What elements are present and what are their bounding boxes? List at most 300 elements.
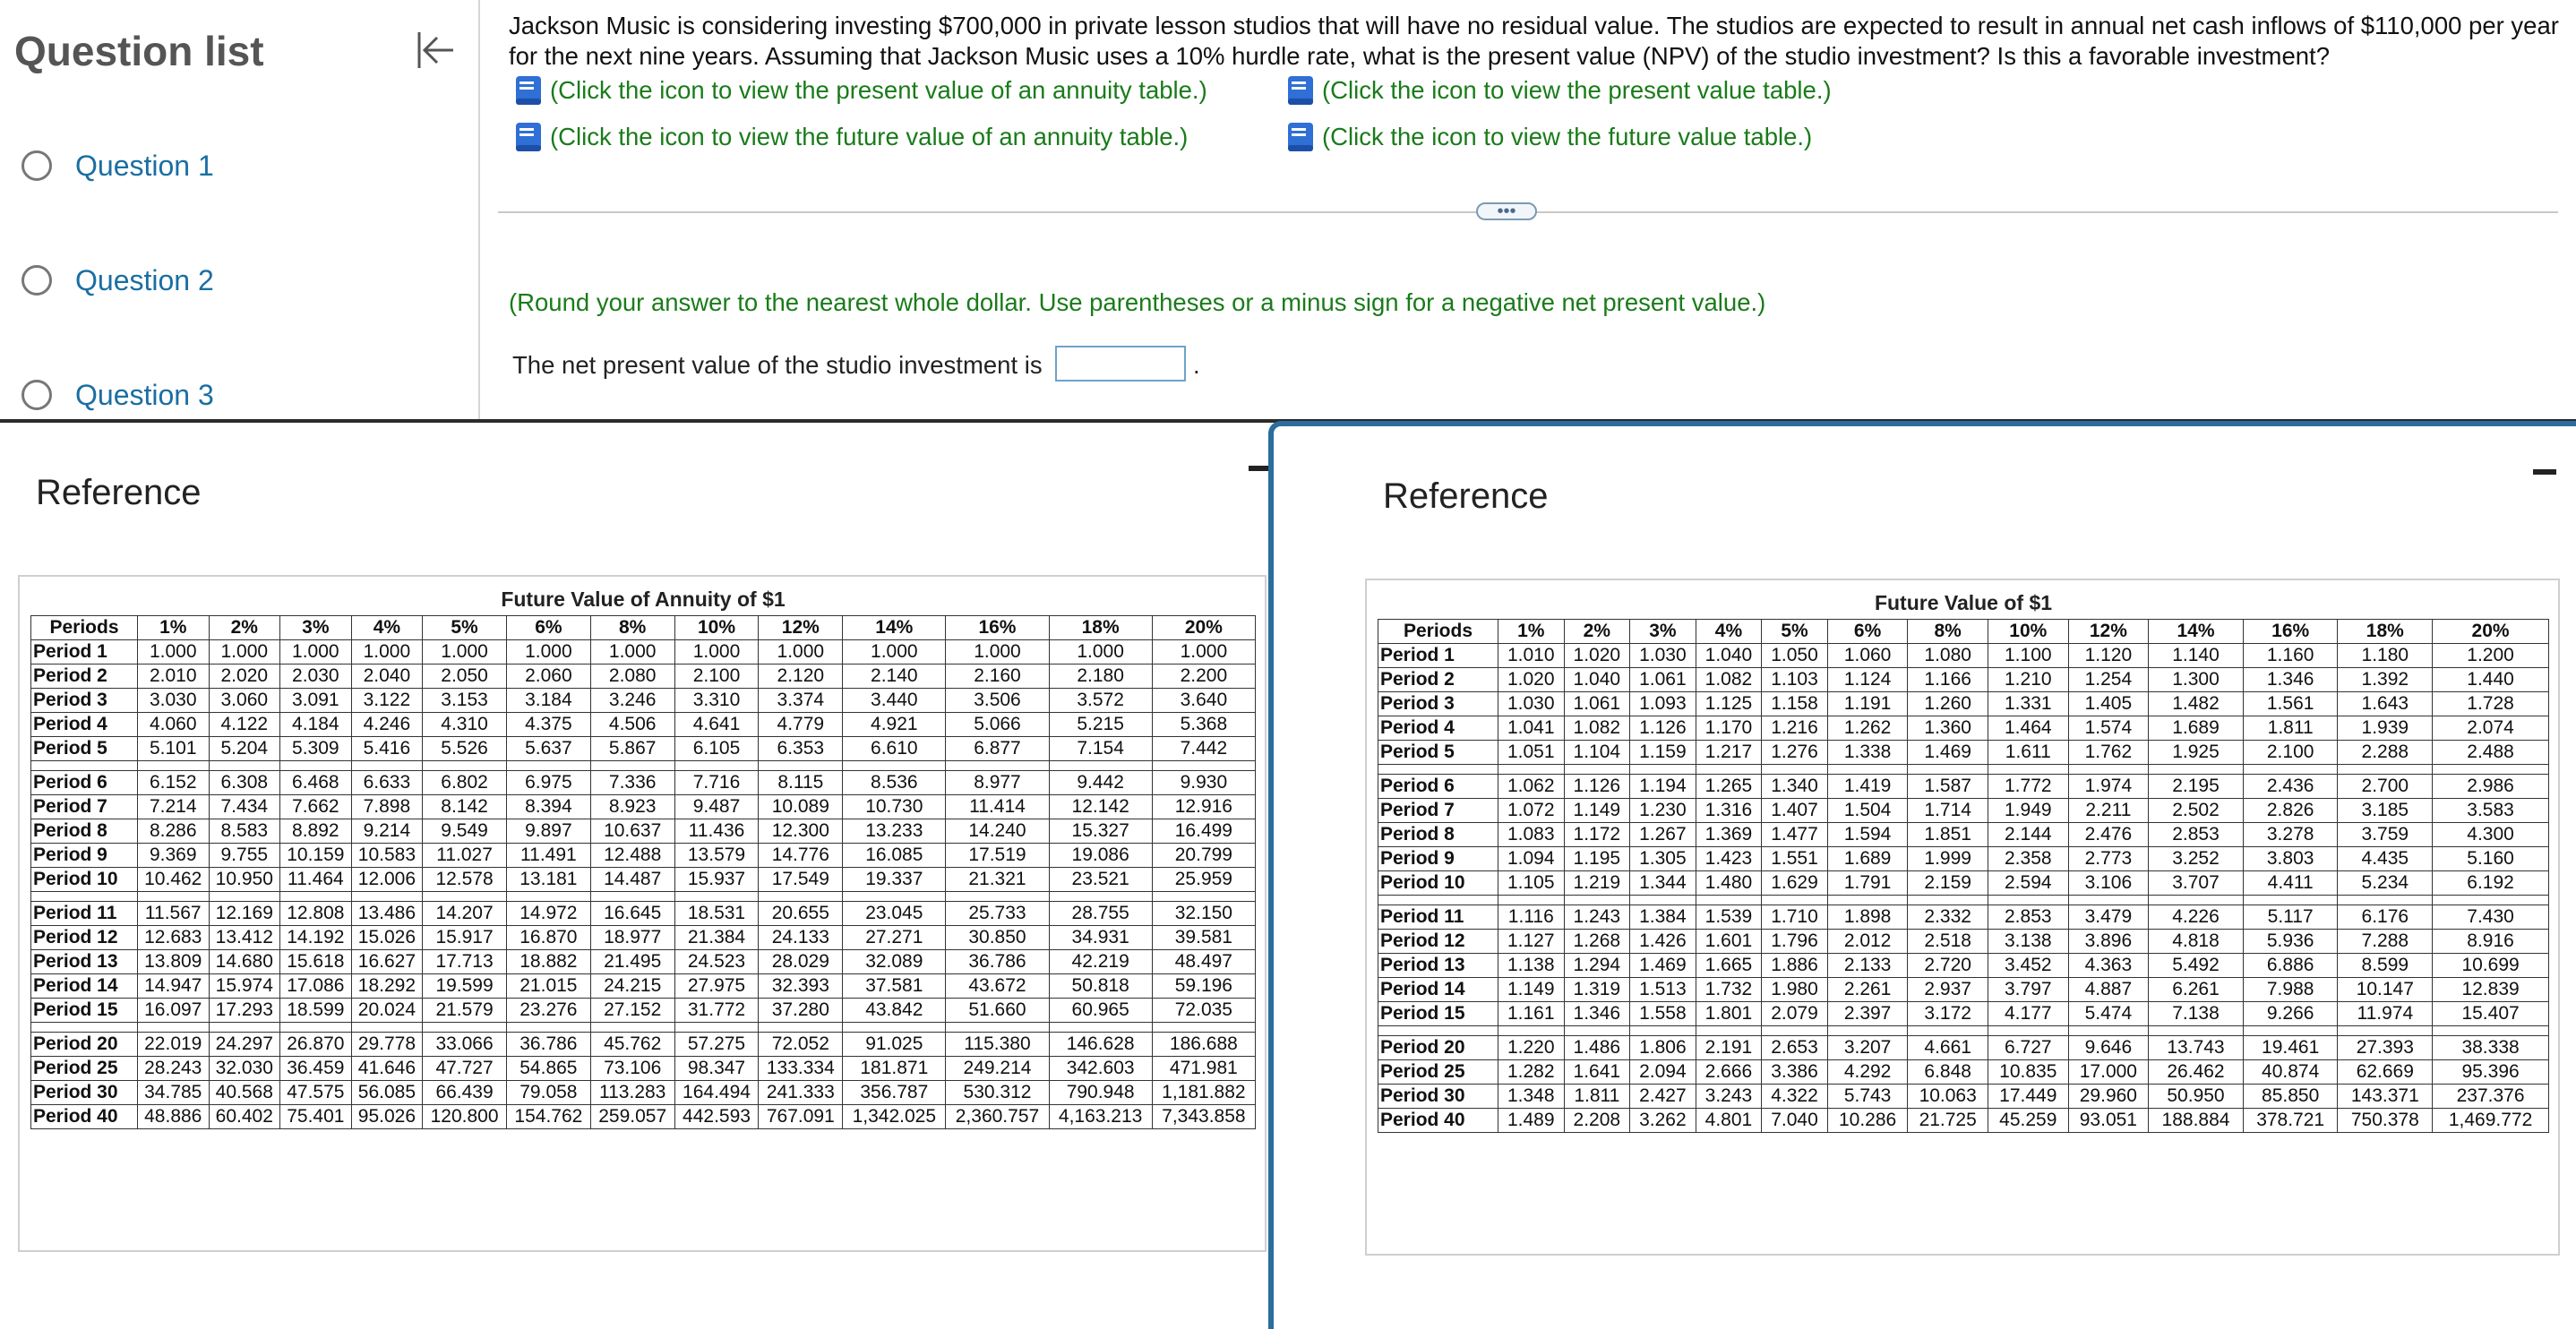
factor-cell: 1.217 [1696,741,1762,765]
factor-cell: 2.012 [1827,930,1908,954]
factor-cell: 12.488 [590,844,674,868]
spacer-cell [209,892,280,902]
spacer-cell [759,892,843,902]
factor-cell: 14.192 [280,926,352,950]
factor-cell: 15.618 [280,950,352,974]
factor-cell: 45.762 [590,1033,674,1057]
factor-cell: 1.801 [1696,1002,1762,1026]
factor-cell: 1.041 [1498,716,1564,741]
factor-cell: 16.870 [506,926,590,950]
npv-answer-input[interactable] [1055,346,1186,382]
factor-cell: 2.100 [2243,741,2338,765]
factor-cell: 10.637 [590,819,674,844]
factor-cell: 1.000 [1049,640,1152,664]
period-label: Period 15 [1378,1002,1498,1026]
factor-cell: 471.981 [1152,1057,1255,1081]
factor-cell: 1.000 [137,640,209,664]
factor-cell: 43.842 [843,999,946,1023]
factor-cell: 3.759 [2338,823,2433,847]
factor-cell: 7.138 [2149,1002,2244,1026]
table-row [31,1081,1256,1105]
expand-more-button[interactable]: ••• [1476,202,1537,220]
spacer-cell [423,1023,507,1033]
fv-table [1378,591,2549,1133]
factor-cell: 1.210 [1988,668,2068,692]
factor-cell: 95.026 [351,1105,423,1129]
factor-cell: 1,342.025 [843,1105,946,1129]
factor-cell: 1.405 [2068,692,2149,716]
factor-cell: 2.060 [506,664,590,689]
factor-cell: 1.161 [1498,1002,1564,1026]
factor-cell: 59.196 [1152,974,1255,999]
group-spacer [1378,1026,2549,1036]
factor-cell: 6.152 [137,771,209,795]
factor-cell: 19.461 [2243,1036,2338,1060]
factor-cell: 3.386 [1762,1060,1828,1085]
spacer-cell [506,1023,590,1033]
factor-cell: 1.504 [1827,799,1908,823]
factor-cell: 9.930 [1152,771,1255,795]
factor-cell: 1.216 [1762,716,1828,741]
factor-cell: 32.089 [843,950,946,974]
table-row [1378,823,2549,847]
period-label: Period 25 [1378,1060,1498,1085]
book-icon [512,73,546,107]
factor-cell: 21.725 [1908,1109,1988,1133]
factor-cell: 1.072 [1498,799,1564,823]
factor-cell: 18.977 [590,926,674,950]
table-row [31,819,1256,844]
spacer-cell [2243,896,2338,905]
factor-cell: 7.898 [351,795,423,819]
factor-cell: 1.166 [1908,668,1988,692]
factor-cell: 10.699 [2433,954,2549,978]
factor-cell: 8.142 [423,795,507,819]
period-label: Period 20 [1378,1036,1498,1060]
table-row [1378,930,2549,954]
spacer-cell [946,761,1049,771]
period-label: Period 14 [31,974,138,999]
radio-icon [21,380,52,410]
question-label: Question 1 [75,149,214,182]
factor-cell: 1.159 [1630,741,1696,765]
question-item-1[interactable] [21,143,214,188]
table-row [1378,668,2549,692]
factor-cell: 2.826 [2243,799,2338,823]
factor-cell: 6.610 [843,737,946,761]
factor-cell: 1.338 [1827,741,1908,765]
spacer-cell [1696,1026,1762,1036]
book-icon [1284,120,1318,154]
factor-cell: 3.583 [2433,799,2549,823]
factor-cell: 2.094 [1630,1060,1696,1085]
factor-cell: 237.376 [2433,1085,2549,1109]
factor-cell: 13.743 [2149,1036,2244,1060]
factor-cell: 1.974 [2068,775,2149,799]
factor-cell: 7.430 [2433,905,2549,930]
factor-cell: 154.762 [506,1105,590,1129]
rate-header: 3% [280,616,352,640]
factor-cell: 14.680 [209,950,280,974]
table-row [1378,1036,2549,1060]
factor-cell: 26.462 [2149,1060,2244,1085]
table-frame [18,575,1267,1252]
factor-cell: 31.772 [674,999,759,1023]
spacer-cell [1564,765,1630,775]
factor-cell: 4.322 [1762,1085,1828,1109]
spacer-cell [1564,896,1630,905]
spacer-cell [1152,761,1255,771]
factor-cell: 1.999 [1908,847,1988,871]
factor-cell: 1.574 [2068,716,2149,741]
factor-cell: 1.060 [1827,644,1908,668]
factor-cell: 2.010 [137,664,209,689]
factor-cell: 1.267 [1630,823,1696,847]
question-item-2[interactable] [21,258,214,303]
factor-cell: 60.402 [209,1105,280,1129]
factor-cell: 93.051 [2068,1109,2149,1133]
factor-cell: 1.093 [1630,692,1696,716]
factor-cell: 1.539 [1696,905,1762,930]
factor-cell: 40.568 [209,1081,280,1105]
factor-cell: 5.309 [280,737,352,761]
factor-cell: 54.865 [506,1057,590,1081]
factor-cell: 4,163.213 [1049,1105,1152,1129]
fv-table-link[interactable] [1284,120,1812,154]
rate-header: 20% [2433,620,2549,644]
factor-cell: 3.091 [280,689,352,713]
rate-header: 20% [1152,616,1255,640]
factor-cell: 2.133 [1827,954,1908,978]
factor-cell: 1.082 [1696,668,1762,692]
period-label: Period 6 [31,771,138,795]
period-label: Period 13 [1378,954,1498,978]
factor-cell: 1.689 [1827,847,1908,871]
factor-cell: 50.818 [1049,974,1152,999]
factor-cell: 442.593 [674,1105,759,1129]
factor-cell: 16.627 [351,950,423,974]
factor-cell: 1.195 [1564,847,1630,871]
group-spacer [31,761,1256,771]
factor-cell: 1.010 [1498,644,1564,668]
factor-cell: 3.803 [2243,847,2338,871]
factor-cell: 1.486 [1564,1036,1630,1060]
factor-cell: 20.024 [351,999,423,1023]
factor-cell: 4.363 [2068,954,2149,978]
factor-cell: 16.645 [590,902,674,926]
factor-cell: 73.106 [590,1057,674,1081]
rate-header: 6% [506,616,590,640]
factor-cell: 8.583 [209,819,280,844]
rate-header: 16% [946,616,1049,640]
factor-cell: 6.308 [209,771,280,795]
factor-cell: 1.811 [2243,716,2338,741]
spacer-cell [506,761,590,771]
table-row [1378,847,2549,871]
spacer-cell [1630,765,1696,775]
factor-cell: 4.060 [137,713,209,737]
factor-cell: 790.948 [1049,1081,1152,1105]
rate-header: 14% [2149,620,2244,644]
factor-cell: 1.030 [1498,692,1564,716]
factor-cell: 1.276 [1762,741,1828,765]
factor-cell: 10.835 [1988,1060,2068,1085]
factor-cell: 72.035 [1152,999,1255,1023]
spacer-cell [2338,896,2433,905]
factor-cell: 1.346 [1564,1002,1630,1026]
factor-cell: 3.479 [2068,905,2149,930]
factor-cell: 34.785 [137,1081,209,1105]
factor-cell: 3.572 [1049,689,1152,713]
factor-cell: 2.488 [2433,741,2549,765]
factor-cell: 3.797 [1988,978,2068,1002]
factor-cell: 10.063 [1908,1085,1988,1109]
table-row [31,689,1256,713]
period-label: Period 10 [31,868,138,892]
spacer-cell [1378,896,1498,905]
factor-cell: 34.931 [1049,926,1152,950]
factor-cell: 1.194 [1630,775,1696,799]
spacer-cell [1630,896,1696,905]
factor-cell: 5.368 [1152,713,1255,737]
factor-cell: 8.536 [843,771,946,795]
factor-cell: 3.138 [1988,930,2068,954]
factor-cell: 1.419 [1827,775,1908,799]
factor-cell: 14.972 [506,902,590,926]
factor-cell: 16.085 [843,844,946,868]
spacer-cell [351,1023,423,1033]
factor-cell: 5.160 [2433,847,2549,871]
rate-header: 6% [1827,620,1908,644]
factor-cell: 14.207 [423,902,507,926]
factor-cell: 4.226 [2149,905,2244,930]
factor-cell: 75.401 [280,1105,352,1129]
factor-cell: 1.062 [1498,775,1564,799]
factor-cell: 4.177 [1988,1002,2068,1026]
factor-cell: 1.426 [1630,930,1696,954]
spacer-cell [2068,896,2149,905]
table-row [31,902,1256,926]
spacer-cell [1908,896,1988,905]
table-row [31,999,1256,1023]
factor-cell: 7.716 [674,771,759,795]
period-label: Period 7 [31,795,138,819]
table-row [1378,799,2549,823]
factor-cell: 11.436 [674,819,759,844]
factor-cell: 1.732 [1696,978,1762,1002]
spacer-cell [1630,1026,1696,1036]
factor-cell: 1.346 [2243,668,2338,692]
factor-cell: 1.551 [1762,847,1828,871]
factor-cell: 1.000 [351,640,423,664]
spacer-cell [946,892,1049,902]
table-frame [1365,579,2560,1256]
spacer-cell [423,761,507,771]
factor-cell: 7.040 [1762,1109,1828,1133]
factor-cell: 47.575 [280,1081,352,1105]
factor-cell: 72.052 [759,1033,843,1057]
factor-cell: 1.643 [2338,692,2433,716]
factor-cell: 11.414 [946,795,1049,819]
table-row [1378,1060,2549,1085]
factor-cell: 3.172 [1908,1002,1988,1026]
factor-cell: 1.120 [2068,644,2149,668]
rate-header: 18% [1049,616,1152,640]
period-label: Period 1 [1378,644,1498,668]
factor-cell: 19.337 [843,868,946,892]
factor-cell: 32.393 [759,974,843,999]
spacer-cell [2149,1026,2244,1036]
question-item-3[interactable] [21,373,214,417]
factor-cell: 164.494 [674,1081,759,1105]
spacer-cell [590,761,674,771]
factor-cell: 2.476 [2068,823,2149,847]
factor-cell: 11.027 [423,844,507,868]
spacer-cell [137,1023,209,1033]
factor-cell: 9.897 [506,819,590,844]
fv-annuity-table-link[interactable] [512,120,1188,154]
factor-cell: 1.030 [1630,644,1696,668]
factor-cell: 1,469.772 [2433,1109,2549,1133]
rate-header: 12% [2068,620,2149,644]
factor-cell: 4.300 [2433,823,2549,847]
factor-cell: 18.531 [674,902,759,926]
spacer-cell [843,1023,946,1033]
factor-cell: 19.086 [1049,844,1152,868]
factor-cell: 1.061 [1630,668,1696,692]
factor-cell: 8.977 [946,771,1049,795]
factor-cell: 9.266 [2243,1002,2338,1026]
factor-cell: 11.567 [137,902,209,926]
factor-cell: 241.333 [759,1081,843,1105]
spacer-cell [209,1023,280,1033]
factor-cell: 1.268 [1564,930,1630,954]
factor-cell: 25.733 [946,902,1049,926]
factor-cell: 1.423 [1696,847,1762,871]
factor-cell: 2.200 [1152,664,1255,689]
factor-cell: 62.669 [2338,1060,2433,1085]
table-row [1378,978,2549,1002]
factor-cell: 18.292 [351,974,423,999]
period-label: Period 9 [31,844,138,868]
factor-cell: 3.106 [2068,871,2149,896]
period-label: Period 5 [1378,741,1498,765]
factor-cell: 21.495 [590,950,674,974]
factor-cell: 1.340 [1762,775,1828,799]
factor-cell: 1.000 [209,640,280,664]
factor-cell: 36.786 [506,1033,590,1057]
factor-cell: 1.094 [1498,847,1564,871]
factor-cell: 47.727 [423,1057,507,1081]
factor-cell: 27.393 [2338,1036,2433,1060]
pv-table-link[interactable] [1284,73,1832,107]
factor-cell: 3.310 [674,689,759,713]
factor-cell: 1.051 [1498,741,1564,765]
spacer-cell [209,761,280,771]
factor-cell: 13.233 [843,819,946,844]
spacer-cell [31,761,138,771]
factor-cell: 4.310 [423,713,507,737]
question-label: Question 3 [75,378,214,411]
factor-cell: 26.870 [280,1033,352,1057]
factor-cell: 8.115 [759,771,843,795]
factor-cell: 5.066 [946,713,1049,737]
factor-cell: 5.101 [137,737,209,761]
factor-cell: 1.294 [1564,954,1630,978]
factor-cell: 50.950 [2149,1085,2244,1109]
table-title: Future Value of Annuity of $1 [501,587,786,611]
table-row [1378,905,2549,930]
factor-cell: 29.778 [351,1033,423,1057]
factor-cell: 1.594 [1827,823,1908,847]
factor-cell: 188.884 [2149,1109,2244,1133]
spacer-cell [759,1023,843,1033]
factor-cell: 42.219 [1049,950,1152,974]
spacer-cell [1696,896,1762,905]
factor-cell: 9.214 [351,819,423,844]
spacer-cell [2068,1026,2149,1036]
factor-cell: 41.646 [351,1057,423,1081]
factor-cell: 5.117 [2243,905,2338,930]
factor-cell: 17.000 [2068,1060,2149,1085]
factor-cell: 1.061 [1564,692,1630,716]
minimize-icon[interactable] [2533,469,2556,475]
factor-cell: 2.666 [1696,1060,1762,1085]
factor-cell: 1.331 [1988,692,2068,716]
factor-cell: 2.120 [759,664,843,689]
factor-cell: 12.169 [209,902,280,926]
rounding-instruction: (Round your answer to the nearest whole dollar. Use parentheses or a minus sign for a negative net present value.) [509,288,1766,316]
spacer-cell [843,761,946,771]
factor-cell: 1.587 [1908,775,1988,799]
factor-cell: 18.599 [280,999,352,1023]
spacer-cell [759,761,843,771]
spacer-cell [1762,765,1828,775]
table-row [31,664,1256,689]
factor-cell: 24.133 [759,926,843,950]
factor-cell: 27.975 [674,974,759,999]
group-spacer [1378,896,2549,905]
table-row [1378,644,2549,668]
pv-annuity-table-link[interactable] [512,73,1207,107]
period-label: Period 30 [1378,1085,1498,1109]
spacer-cell [1827,896,1908,905]
factor-cell: 4.887 [2068,978,2149,1002]
factor-cell: 30.850 [946,926,1049,950]
factor-cell: 11.491 [506,844,590,868]
factor-cell: 17.449 [1988,1085,2068,1109]
factor-cell: 1.407 [1762,799,1828,823]
factor-cell: 10.159 [280,844,352,868]
collapse-panel-button[interactable] [414,27,459,73]
spacer-cell [674,761,759,771]
factor-cell: 6.261 [2149,978,2244,1002]
rate-header: 5% [423,616,507,640]
link-label: (Click the icon to view the present value of an annuity table.) [550,76,1207,104]
factor-cell: 2.211 [2068,799,2149,823]
factor-cell: 6.105 [674,737,759,761]
spacer-cell [674,892,759,902]
factor-cell: 1.140 [2149,644,2244,668]
spacer-cell [506,892,590,902]
question-list-panel [0,0,480,419]
factor-cell: 2.853 [1988,905,2068,930]
spacer-cell [351,892,423,902]
spacer-cell [2068,765,2149,775]
factor-cell: 1.464 [1988,716,2068,741]
factor-cell: 1.665 [1696,954,1762,978]
factor-cell: 1.040 [1564,668,1630,692]
